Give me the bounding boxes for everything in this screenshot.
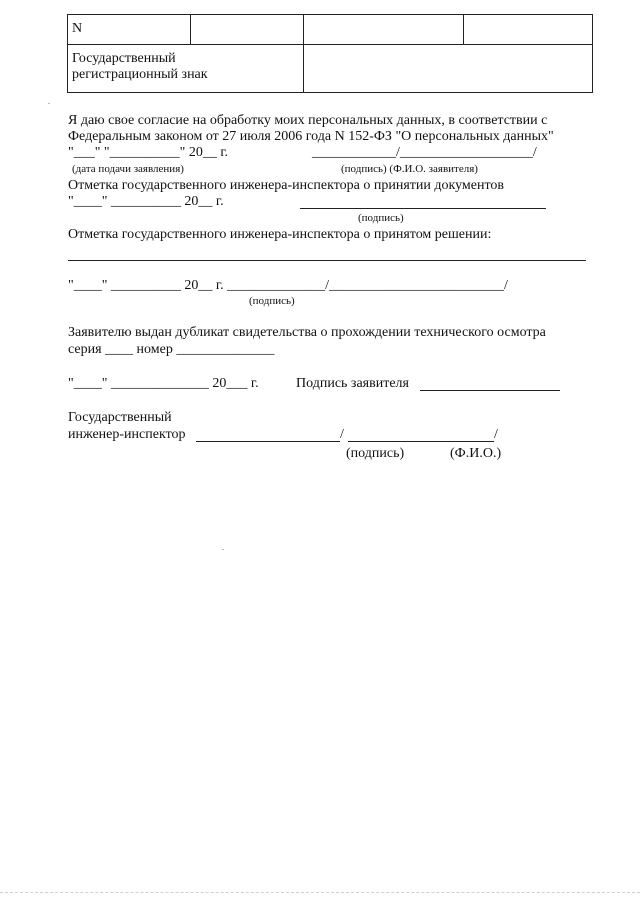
acceptance-title: Отметка государственного инженера-инспектора о принятии документов xyxy=(68,178,505,193)
consent-signature-field: ____________/___________________/ xyxy=(312,145,537,160)
consent-text-line1: Я даю свое согласие на обработку моих персональных данных, в соответствии с xyxy=(68,113,548,128)
applicant-signature-label: Подпись заявителя xyxy=(296,376,409,391)
decision-signature-caption: (подпись) xyxy=(249,295,295,307)
decision-blank-line xyxy=(68,260,586,261)
decision-title: Отметка государственного инженера-инспектора о принятом решении: xyxy=(68,227,492,242)
scan-speck xyxy=(222,549,224,550)
duplicate-text-line1: Заявителю выдан дубликат свидетельства о прохождении технического осмотра xyxy=(68,325,546,340)
inspector-signature-caption: (подпись) xyxy=(346,446,405,461)
consent-date-caption: (дата подачи заявления) xyxy=(72,163,184,175)
inspector-slash-1: / xyxy=(340,427,344,442)
consent-signature-caption: (подпись) (Ф.И.О. заявителя) xyxy=(341,163,478,175)
inspector-fio-caption: (Ф.И.О.) xyxy=(450,446,502,461)
scan-bottom-edge xyxy=(0,892,640,893)
duplicate-date-field: "____" ______________ 20___ г. xyxy=(68,376,259,391)
scan-speck xyxy=(48,103,50,104)
inspector-label-line2: инженер-инспектор xyxy=(68,427,186,442)
table-reg-plate-label-line2: регистрационный знак xyxy=(72,67,208,82)
inspector-slash-2: / xyxy=(494,427,498,442)
table-reg-plate-label-line1: Государственный xyxy=(72,51,176,66)
inspector-label-line1: Государственный xyxy=(68,410,172,425)
decision-date-signature-field: "____" __________ 20__ г. ______________/_________________________/ xyxy=(68,278,508,293)
consent-text-line2: Федеральным законом от 27 июля 2006 года N 152-ФЗ "О персональных данных" xyxy=(68,129,554,144)
acceptance-signature-caption: (подпись) xyxy=(358,212,404,224)
inspector-fio-line xyxy=(348,441,494,442)
applicant-signature-line xyxy=(420,390,560,391)
inspector-signature-line xyxy=(196,441,340,442)
consent-date-field: "___" "__________" 20__ г. xyxy=(68,145,229,160)
duplicate-series-number-field: серия ____ номер ______________ xyxy=(68,342,275,357)
acceptance-signature-line xyxy=(300,208,546,209)
table-row-number-label: N xyxy=(72,21,83,36)
acceptance-date-field: "____" __________ 20__ г. xyxy=(68,194,224,209)
